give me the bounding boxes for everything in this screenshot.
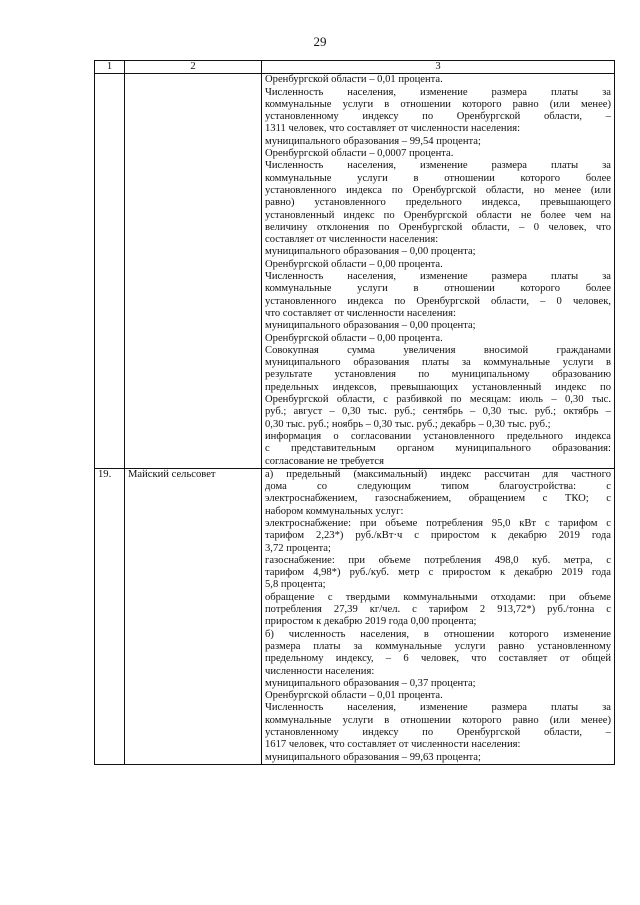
text-line: составляет от численности населения: — [265, 234, 439, 246]
text-line: результате установления по муниципальному образованию — [265, 369, 611, 381]
row-number: 19. — [95, 468, 125, 764]
text-line: Оренбургской области – 0,00 процента. — [265, 258, 443, 270]
column-header-3: 3 — [262, 61, 615, 74]
document-table — [94, 60, 615, 765]
text-line: набором коммунальных услуг: — [265, 505, 404, 517]
row-name — [125, 74, 262, 469]
page-number: 29 — [313, 34, 327, 49]
text-line: коммунальные услуги в отношении которого равно (или менее) — [265, 98, 611, 110]
text-line: потребления 27,39 кг/чел. с тарифом 2 913,72*) руб./тонна с — [265, 604, 611, 616]
text-line: муниципального образования – 0,00 процента; — [265, 246, 476, 258]
text-line: электроснабжением, газоснабжением, обращением с ТКО; с — [265, 493, 611, 505]
text-line: Совокупная сумма увеличения вносимой гражданами — [265, 344, 611, 356]
text-line: коммунальные услуги в отношении которого более — [265, 283, 611, 295]
text-line: величину отклонения по Оренбургской области, – 0 человек, что — [265, 221, 611, 233]
text-line: установленному индексу по Оренбургской области, – — [265, 111, 611, 123]
text-line: Оренбургской области – 0,00 процента. — [265, 332, 443, 344]
text-line: обращение с твердыми коммунальными отходами: при объеме — [265, 591, 611, 603]
text-line: что составляет от численности населения: — [265, 307, 456, 319]
text-line: предельных индексов, превышающих установленный индекс по — [265, 381, 611, 393]
text-line: установленного индекса по Оренбургской области, – 0 человек, — [265, 295, 611, 307]
text-line: 1311 человек, что составляет от численности населения: — [265, 123, 521, 135]
text-line: численности населения: — [265, 665, 375, 677]
text-line: коммунальные услуги в отношении которого равно (или менее) — [265, 714, 611, 726]
text-line: информация о согласовании установленного предельного индекса — [265, 430, 611, 442]
text-line: с представительным органом муниципального образования: — [265, 443, 611, 455]
text-line: приростом к декабрю 2019 года 0,00 процента; — [265, 616, 477, 628]
text-line: муниципального образования – 99,63 процента; — [265, 751, 481, 763]
text-line: тарифом 2,23*) руб./кВт·ч с приростом к декабрю 2019 года — [265, 530, 611, 542]
text-line: установленного индекса по Оренбургской области, но менее (или — [265, 184, 611, 196]
text-line: электроснабжение: при объеме потребления 95,0 кВт с тарифом с — [265, 517, 611, 529]
text-line: Оренбургской области, с разбивкой по месяцам: июль – 0,30 тыс. — [265, 394, 611, 406]
text-line: а) предельный (максимальный) индекс рассчитан для частного — [265, 468, 611, 480]
text-line: установленному индексу по Оренбургской области, – — [265, 727, 611, 739]
text-line: равно) установленного предельного индекса, превышающего — [265, 197, 611, 209]
text-line: Оренбургской области – 0,01 процента. — [265, 690, 443, 702]
text-line: Оренбургской области – 0,01 процента. — [265, 74, 443, 86]
text-line: установленный индекс по Оренбургской области не более чем на — [265, 209, 611, 221]
table-header-row — [95, 61, 615, 74]
text-line: руб.; август – 0,30 тыс. руб.; сентябрь – 0,30 тыс. руб.; октябрь – — [265, 406, 611, 418]
column-header-1: 1 — [95, 61, 125, 74]
text-line: 3,72 процента; — [265, 542, 331, 554]
column-header-2: 2 — [125, 61, 262, 74]
text-line: 1617 человек, что составляет от численности населения: — [265, 739, 521, 751]
text-line: 5,8 процента; — [265, 579, 326, 591]
text-line: согласование не требуется — [265, 455, 385, 467]
row-content — [262, 74, 615, 469]
text-line: дома со следующим типом благоустройства: с — [265, 481, 611, 493]
row-content — [262, 468, 615, 764]
text-line: 0,30 тыс. руб.; ноябрь – 0,30 тыс. руб.; декабрь – 0,30 тыс. руб.; — [265, 418, 551, 430]
text-line: Численность населения, изменение размера платы за — [265, 86, 611, 98]
table-row — [95, 468, 615, 764]
text-line: размера платы за коммунальные услуги равно установленному — [265, 640, 611, 652]
text-line: муниципального образования платы за коммунальные услуги в — [265, 357, 611, 369]
text-line: газоснабжение: при объеме потребления 498,0 куб. метра, с — [265, 554, 611, 566]
text-line: предельному индексу, – 6 человек, что составляет от общей — [265, 653, 611, 665]
text-line: б) численность населения, в отношении которого изменение — [265, 628, 611, 640]
text-line: Численность населения, изменение размера платы за — [265, 271, 611, 283]
table-row — [95, 74, 615, 469]
text-line: Оренбургской области – 0,0007 процента. — [265, 148, 454, 160]
text-line: муниципального образования – 0,37 процента; — [265, 677, 476, 689]
text-line: Численность населения, изменение размера платы за — [265, 160, 611, 172]
text-line: тарифом 4,98*) руб./куб. метр с приростом к декабрю 2019 года — [265, 567, 611, 579]
text-line: Численность населения, изменение размера платы за — [265, 702, 611, 714]
text-line: коммунальные услуги в отношении которого более — [265, 172, 611, 184]
text-line: муниципального образования – 99,54 процента; — [265, 135, 481, 147]
row-name: Майский сельсовет — [125, 468, 262, 764]
row-number — [95, 74, 125, 469]
text-line: муниципального образования – 0,00 процента; — [265, 320, 476, 332]
